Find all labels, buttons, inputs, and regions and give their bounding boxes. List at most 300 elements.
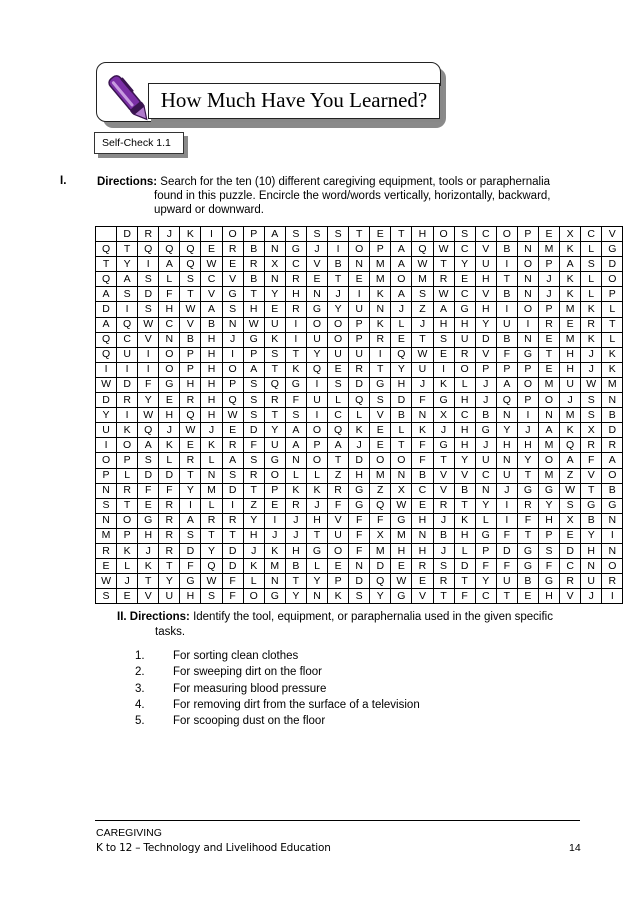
grid-cell: D	[222, 543, 243, 558]
grid-cell: F	[138, 483, 159, 498]
grid-cell: F	[222, 589, 243, 604]
grid-cell: P	[243, 347, 264, 362]
grid-cell: Q	[391, 347, 412, 362]
grid-cell: J	[433, 513, 454, 528]
grid-cell: S	[285, 227, 306, 242]
grid-cell: Y	[391, 362, 412, 377]
grid-cell: K	[264, 543, 285, 558]
grid-cell: P	[306, 438, 327, 453]
grid-cell: H	[454, 317, 475, 332]
grid-cell: C	[475, 227, 496, 242]
grid-cell: Y	[117, 257, 138, 272]
grid-cell: K	[306, 483, 327, 498]
grid-cell: N	[349, 257, 370, 272]
grid-cell: J	[538, 287, 559, 302]
grid-cell: C	[475, 468, 496, 483]
grid-cell: L	[602, 302, 623, 317]
grid-cell: Y	[370, 589, 391, 604]
grid-cell: R	[117, 483, 138, 498]
grid-cell: Q	[412, 242, 433, 257]
grid-cell: H	[496, 438, 517, 453]
grid-cell: P	[328, 574, 349, 589]
grid-cell: B	[475, 408, 496, 423]
grid-cell: S	[243, 377, 264, 392]
grid-cell: I	[306, 377, 327, 392]
grid-cell: A	[433, 302, 454, 317]
grid-cell: O	[328, 332, 349, 347]
grid-cell: N	[538, 408, 559, 423]
grid-cell: P	[517, 227, 538, 242]
grid-row	[96, 453, 623, 468]
grid-cell: O	[538, 393, 559, 408]
grid-cell: U	[475, 453, 496, 468]
grid-cell: J	[412, 377, 433, 392]
grid-cell: D	[138, 468, 159, 483]
grid-cell: S	[222, 302, 243, 317]
grid-cell: R	[180, 393, 201, 408]
grid-cell: G	[222, 287, 243, 302]
grid-cell: P	[222, 377, 243, 392]
grid-cell: G	[349, 498, 370, 513]
grid-cell: W	[201, 574, 222, 589]
grid-cell: C	[412, 483, 433, 498]
grid-cell: D	[96, 302, 117, 317]
grid-cell: C	[159, 317, 180, 332]
grid-cell: H	[412, 513, 433, 528]
grid-cell: U	[96, 423, 117, 438]
grid-cell: H	[201, 377, 222, 392]
grid-cell: V	[306, 257, 327, 272]
grid-cell: Q	[159, 242, 180, 257]
grid-row	[96, 528, 623, 543]
grid-cell: P	[538, 528, 559, 543]
grid-cell: U	[117, 347, 138, 362]
grid-cell: B	[602, 408, 623, 423]
grid-cell: R	[222, 513, 243, 528]
task-list	[135, 650, 420, 731]
grid-cell: Q	[222, 393, 243, 408]
grid-cell: P	[349, 317, 370, 332]
grid-cell: T	[349, 227, 370, 242]
grid-cell: A	[560, 257, 581, 272]
self-check-label: Self-Check 1.1	[94, 132, 184, 154]
grid-cell: J	[306, 498, 327, 513]
grid-cell: S	[306, 227, 327, 242]
grid-cell: S	[349, 589, 370, 604]
grid-cell: L	[581, 287, 602, 302]
title-box	[148, 83, 440, 119]
grid-cell: L	[159, 453, 180, 468]
grid-cell: T	[328, 272, 349, 287]
grid-cell: T	[328, 453, 349, 468]
grid-cell: I	[96, 362, 117, 377]
grid-cell: P	[370, 242, 391, 257]
grid-cell: A	[243, 362, 264, 377]
grid-cell: O	[159, 362, 180, 377]
grid-cell: W	[138, 317, 159, 332]
grid-cell: G	[475, 423, 496, 438]
grid-cell: I	[285, 332, 306, 347]
grid-cell: E	[370, 438, 391, 453]
grid-cell: M	[602, 377, 623, 392]
grid-cell: Q	[264, 377, 285, 392]
grid-cell: W	[433, 287, 454, 302]
list-item	[135, 666, 420, 682]
task-number: 3.	[135, 682, 145, 695]
grid-cell: G	[264, 589, 285, 604]
grid-cell: V	[370, 408, 391, 423]
grid-cell: F	[180, 559, 201, 574]
grid-cell: X	[560, 513, 581, 528]
grid-cell: S	[180, 528, 201, 543]
grid-cell: O	[306, 423, 327, 438]
grid-row	[96, 347, 623, 362]
grid-cell: I	[117, 408, 138, 423]
grid-cell: H	[243, 302, 264, 317]
grid-cell: I	[222, 347, 243, 362]
grid-cell: B	[581, 513, 602, 528]
grid-cell: E	[433, 347, 454, 362]
grid-cell: O	[391, 453, 412, 468]
grid-cell: L	[475, 513, 496, 528]
footer-course: CAREGIVING	[96, 827, 162, 839]
grid-cell: Y	[454, 453, 475, 468]
grid-cell: R	[517, 498, 538, 513]
grid-cell: Y	[475, 574, 496, 589]
grid-cell: K	[560, 287, 581, 302]
grid-cell: O	[602, 468, 623, 483]
grid-cell: T	[264, 362, 285, 377]
grid-cell: E	[201, 242, 222, 257]
grid-cell: W	[96, 574, 117, 589]
grid-cell: I	[328, 242, 349, 257]
grid-cell: G	[454, 302, 475, 317]
grid-cell: V	[138, 589, 159, 604]
grid-cell: U	[475, 257, 496, 272]
grid-cell: H	[391, 543, 412, 558]
grid-cell: N	[306, 589, 327, 604]
grid-cell: U	[581, 574, 602, 589]
grid-cell: Q	[349, 393, 370, 408]
grid-cell: Q	[201, 559, 222, 574]
grid-cell: L	[391, 317, 412, 332]
grid-cell: J	[159, 227, 180, 242]
grid-cell: W	[201, 257, 222, 272]
grid-cell: F	[412, 453, 433, 468]
grid-row	[96, 559, 623, 574]
grid-cell: B	[328, 257, 349, 272]
grid-cell: O	[159, 347, 180, 362]
section-1-text-line3: upward or downward.	[154, 204, 264, 216]
grid-cell: S	[581, 257, 602, 272]
grid-cell: T	[138, 574, 159, 589]
grid-cell: P	[243, 227, 264, 242]
grid-cell: C	[201, 272, 222, 287]
grid-cell: T	[496, 272, 517, 287]
grid-cell: I	[517, 317, 538, 332]
grid-cell: W	[412, 257, 433, 272]
grid-cell: D	[349, 453, 370, 468]
grid-row	[96, 438, 623, 453]
grid-cell: I	[117, 302, 138, 317]
grid-cell: Y	[454, 257, 475, 272]
grid-cell: I	[138, 257, 159, 272]
grid-cell: A	[138, 438, 159, 453]
grid-cell: Y	[538, 498, 559, 513]
grid-cell: L	[306, 468, 327, 483]
task-text: For sweeping dirt on the floor	[173, 666, 322, 679]
grid-cell: F	[454, 589, 475, 604]
grid-cell: H	[159, 302, 180, 317]
grid-cell: K	[285, 483, 306, 498]
grid-cell: Q	[96, 242, 117, 257]
grid-cell: O	[602, 272, 623, 287]
grid-cell: N	[412, 408, 433, 423]
grid-cell: B	[517, 574, 538, 589]
grid-cell: O	[306, 317, 327, 332]
grid-cell: T	[285, 347, 306, 362]
grid-cell: I	[306, 408, 327, 423]
grid-cell: E	[328, 559, 349, 574]
grid-cell: H	[201, 332, 222, 347]
grid-cell: L	[581, 242, 602, 257]
grid-cell: F	[517, 513, 538, 528]
grid-cell: Y	[475, 317, 496, 332]
grid-cell: T	[517, 528, 538, 543]
grid-cell: T	[96, 257, 117, 272]
grid-cell: I	[349, 287, 370, 302]
grid-cell: R	[285, 302, 306, 317]
grid-cell: O	[222, 227, 243, 242]
grid-cell: G	[243, 332, 264, 347]
grid-cell: V	[328, 513, 349, 528]
grid-cell: A	[391, 242, 412, 257]
grid-cell: F	[475, 559, 496, 574]
grid-cell: K	[412, 423, 433, 438]
grid-cell: R	[433, 498, 454, 513]
grid-cell: F	[538, 559, 559, 574]
grid-cell: J	[328, 287, 349, 302]
grid-cell: F	[349, 528, 370, 543]
grid-cell: N	[602, 393, 623, 408]
grid-cell: R	[117, 393, 138, 408]
grid-cell: U	[328, 347, 349, 362]
grid-cell: H	[180, 589, 201, 604]
grid-cell: F	[370, 513, 391, 528]
grid-cell: O	[328, 317, 349, 332]
grid-cell: Q	[96, 347, 117, 362]
grid-row	[96, 483, 623, 498]
grid-cell: Y	[138, 393, 159, 408]
grid-cell: N	[285, 453, 306, 468]
grid-cell: E	[412, 498, 433, 513]
grid-cell: A	[285, 423, 306, 438]
grid-cell: K	[180, 227, 201, 242]
grid-cell: O	[496, 227, 517, 242]
grid-cell: X	[264, 257, 285, 272]
grid-cell: B	[285, 559, 306, 574]
grid-cell: E	[391, 559, 412, 574]
task-number: 5.	[135, 715, 145, 728]
grid-cell: D	[370, 559, 391, 574]
grid-cell: U	[454, 332, 475, 347]
grid-cell: F	[496, 559, 517, 574]
grid-cell: P	[117, 453, 138, 468]
grid-cell: G	[538, 574, 559, 589]
grid-cell: C	[285, 257, 306, 272]
grid-cell: T	[433, 257, 454, 272]
grid-cell: I	[138, 347, 159, 362]
grid-cell: J	[349, 438, 370, 453]
grid-row	[96, 543, 623, 558]
grid-cell: Y	[159, 574, 180, 589]
grid-cell: O	[517, 257, 538, 272]
grid-cell: T	[117, 498, 138, 513]
grid-cell: O	[117, 513, 138, 528]
task-text: For sorting clean clothes	[173, 650, 299, 662]
task-number: 2.	[135, 666, 145, 679]
grid-cell: M	[412, 272, 433, 287]
grid-cell: K	[117, 543, 138, 558]
grid-cell: N	[412, 528, 433, 543]
grid-cell: E	[117, 589, 138, 604]
grid-cell: C	[328, 408, 349, 423]
grid-cell: N	[602, 513, 623, 528]
grid-cell: A	[96, 287, 117, 302]
grid-cell: Q	[370, 498, 391, 513]
grid-cell: H	[349, 468, 370, 483]
grid-cell: S	[264, 347, 285, 362]
grid-cell: U	[328, 528, 349, 543]
grid-cell: K	[138, 559, 159, 574]
grid-cell: R	[180, 453, 201, 468]
grid-cell: H	[243, 528, 264, 543]
grid-cell: O	[222, 362, 243, 377]
grid-cell: S	[433, 332, 454, 347]
grid-cell: D	[602, 257, 623, 272]
grid-cell: E	[264, 498, 285, 513]
grid-cell: A	[96, 317, 117, 332]
pen-icon	[104, 70, 154, 128]
grid-cell: J	[475, 438, 496, 453]
grid-cell: R	[581, 317, 602, 332]
grid-cell: I	[222, 498, 243, 513]
grid-cell: D	[222, 483, 243, 498]
grid-cell: Q	[560, 438, 581, 453]
grid-cell: G	[517, 543, 538, 558]
grid-cell: R	[370, 332, 391, 347]
grid-cell: H	[180, 377, 201, 392]
grid-cell: L	[306, 559, 327, 574]
grid-cell: E	[391, 332, 412, 347]
grid-row	[96, 513, 623, 528]
grid-cell: R	[138, 227, 159, 242]
task-number: 1.	[135, 650, 145, 662]
grid-cell: O	[517, 377, 538, 392]
grid-cell: T	[117, 242, 138, 257]
grid-cell: Y	[517, 453, 538, 468]
grid-cell: E	[412, 574, 433, 589]
grid-cell: D	[159, 468, 180, 483]
grid-cell: L	[117, 559, 138, 574]
grid-cell: I	[201, 227, 222, 242]
grid-cell: K	[201, 438, 222, 453]
grid-cell: R	[159, 498, 180, 513]
grid-cell: S	[138, 453, 159, 468]
grid-cell: J	[496, 483, 517, 498]
grid-cell: F	[285, 393, 306, 408]
grid-cell: H	[560, 362, 581, 377]
grid-cell: K	[243, 559, 264, 574]
grid-cell: D	[96, 393, 117, 408]
grid-cell: F	[412, 438, 433, 453]
section-1-text-line2: found in this puzzle. Encircle the word/words vertically, horizontally, backward,	[154, 190, 551, 202]
grid-cell: P	[538, 302, 559, 317]
grid-cell: R	[243, 257, 264, 272]
grid-cell: H	[454, 393, 475, 408]
grid-cell: H	[201, 362, 222, 377]
grid-cell: Y	[496, 423, 517, 438]
grid-cell: J	[306, 242, 327, 257]
grid-cell: E	[222, 423, 243, 438]
grid-cell: M	[538, 468, 559, 483]
grid-cell: C	[560, 559, 581, 574]
grid-cell: Q	[117, 317, 138, 332]
grid-row	[96, 362, 623, 377]
grid-cell: W	[180, 302, 201, 317]
grid-cell: D	[454, 559, 475, 574]
grid-cell: Q	[180, 257, 201, 272]
grid-cell: J	[222, 332, 243, 347]
grid-cell: E	[306, 272, 327, 287]
grid-row	[96, 393, 623, 408]
section-2-text-line2: tasks.	[155, 626, 186, 638]
grid-cell: S	[454, 227, 475, 242]
grid-cell: X	[391, 483, 412, 498]
grid-cell: J	[138, 543, 159, 558]
grid-cell: S	[412, 287, 433, 302]
grid-cell: H	[433, 317, 454, 332]
grid-cell: J	[433, 543, 454, 558]
grid-cell: G	[517, 483, 538, 498]
grid-cell: R	[560, 574, 581, 589]
grid-cell: R	[222, 242, 243, 257]
grid-cell: L	[243, 574, 264, 589]
grid-cell: J	[117, 574, 138, 589]
grid-cell: J	[517, 423, 538, 438]
grid-cell: S	[96, 589, 117, 604]
grid-cell: O	[117, 438, 138, 453]
grid-cell: Q	[180, 408, 201, 423]
grid-cell: E	[560, 317, 581, 332]
grid-cell: F	[138, 377, 159, 392]
grid-cell: M	[264, 559, 285, 574]
grid-cell: L	[285, 468, 306, 483]
grid-cell: R	[201, 513, 222, 528]
grid-cell: I	[496, 257, 517, 272]
grid-cell: E	[349, 272, 370, 287]
grid-cell: M	[538, 242, 559, 257]
grid-cell: D	[243, 423, 264, 438]
grid-cell: K	[454, 513, 475, 528]
grid-cell: I	[496, 498, 517, 513]
grid-cell: A	[285, 438, 306, 453]
grid-cell: J	[560, 393, 581, 408]
grid-cell: O	[433, 227, 454, 242]
grid-cell: V	[454, 468, 475, 483]
grid-cell: I	[496, 513, 517, 528]
grid-cell: N	[391, 468, 412, 483]
